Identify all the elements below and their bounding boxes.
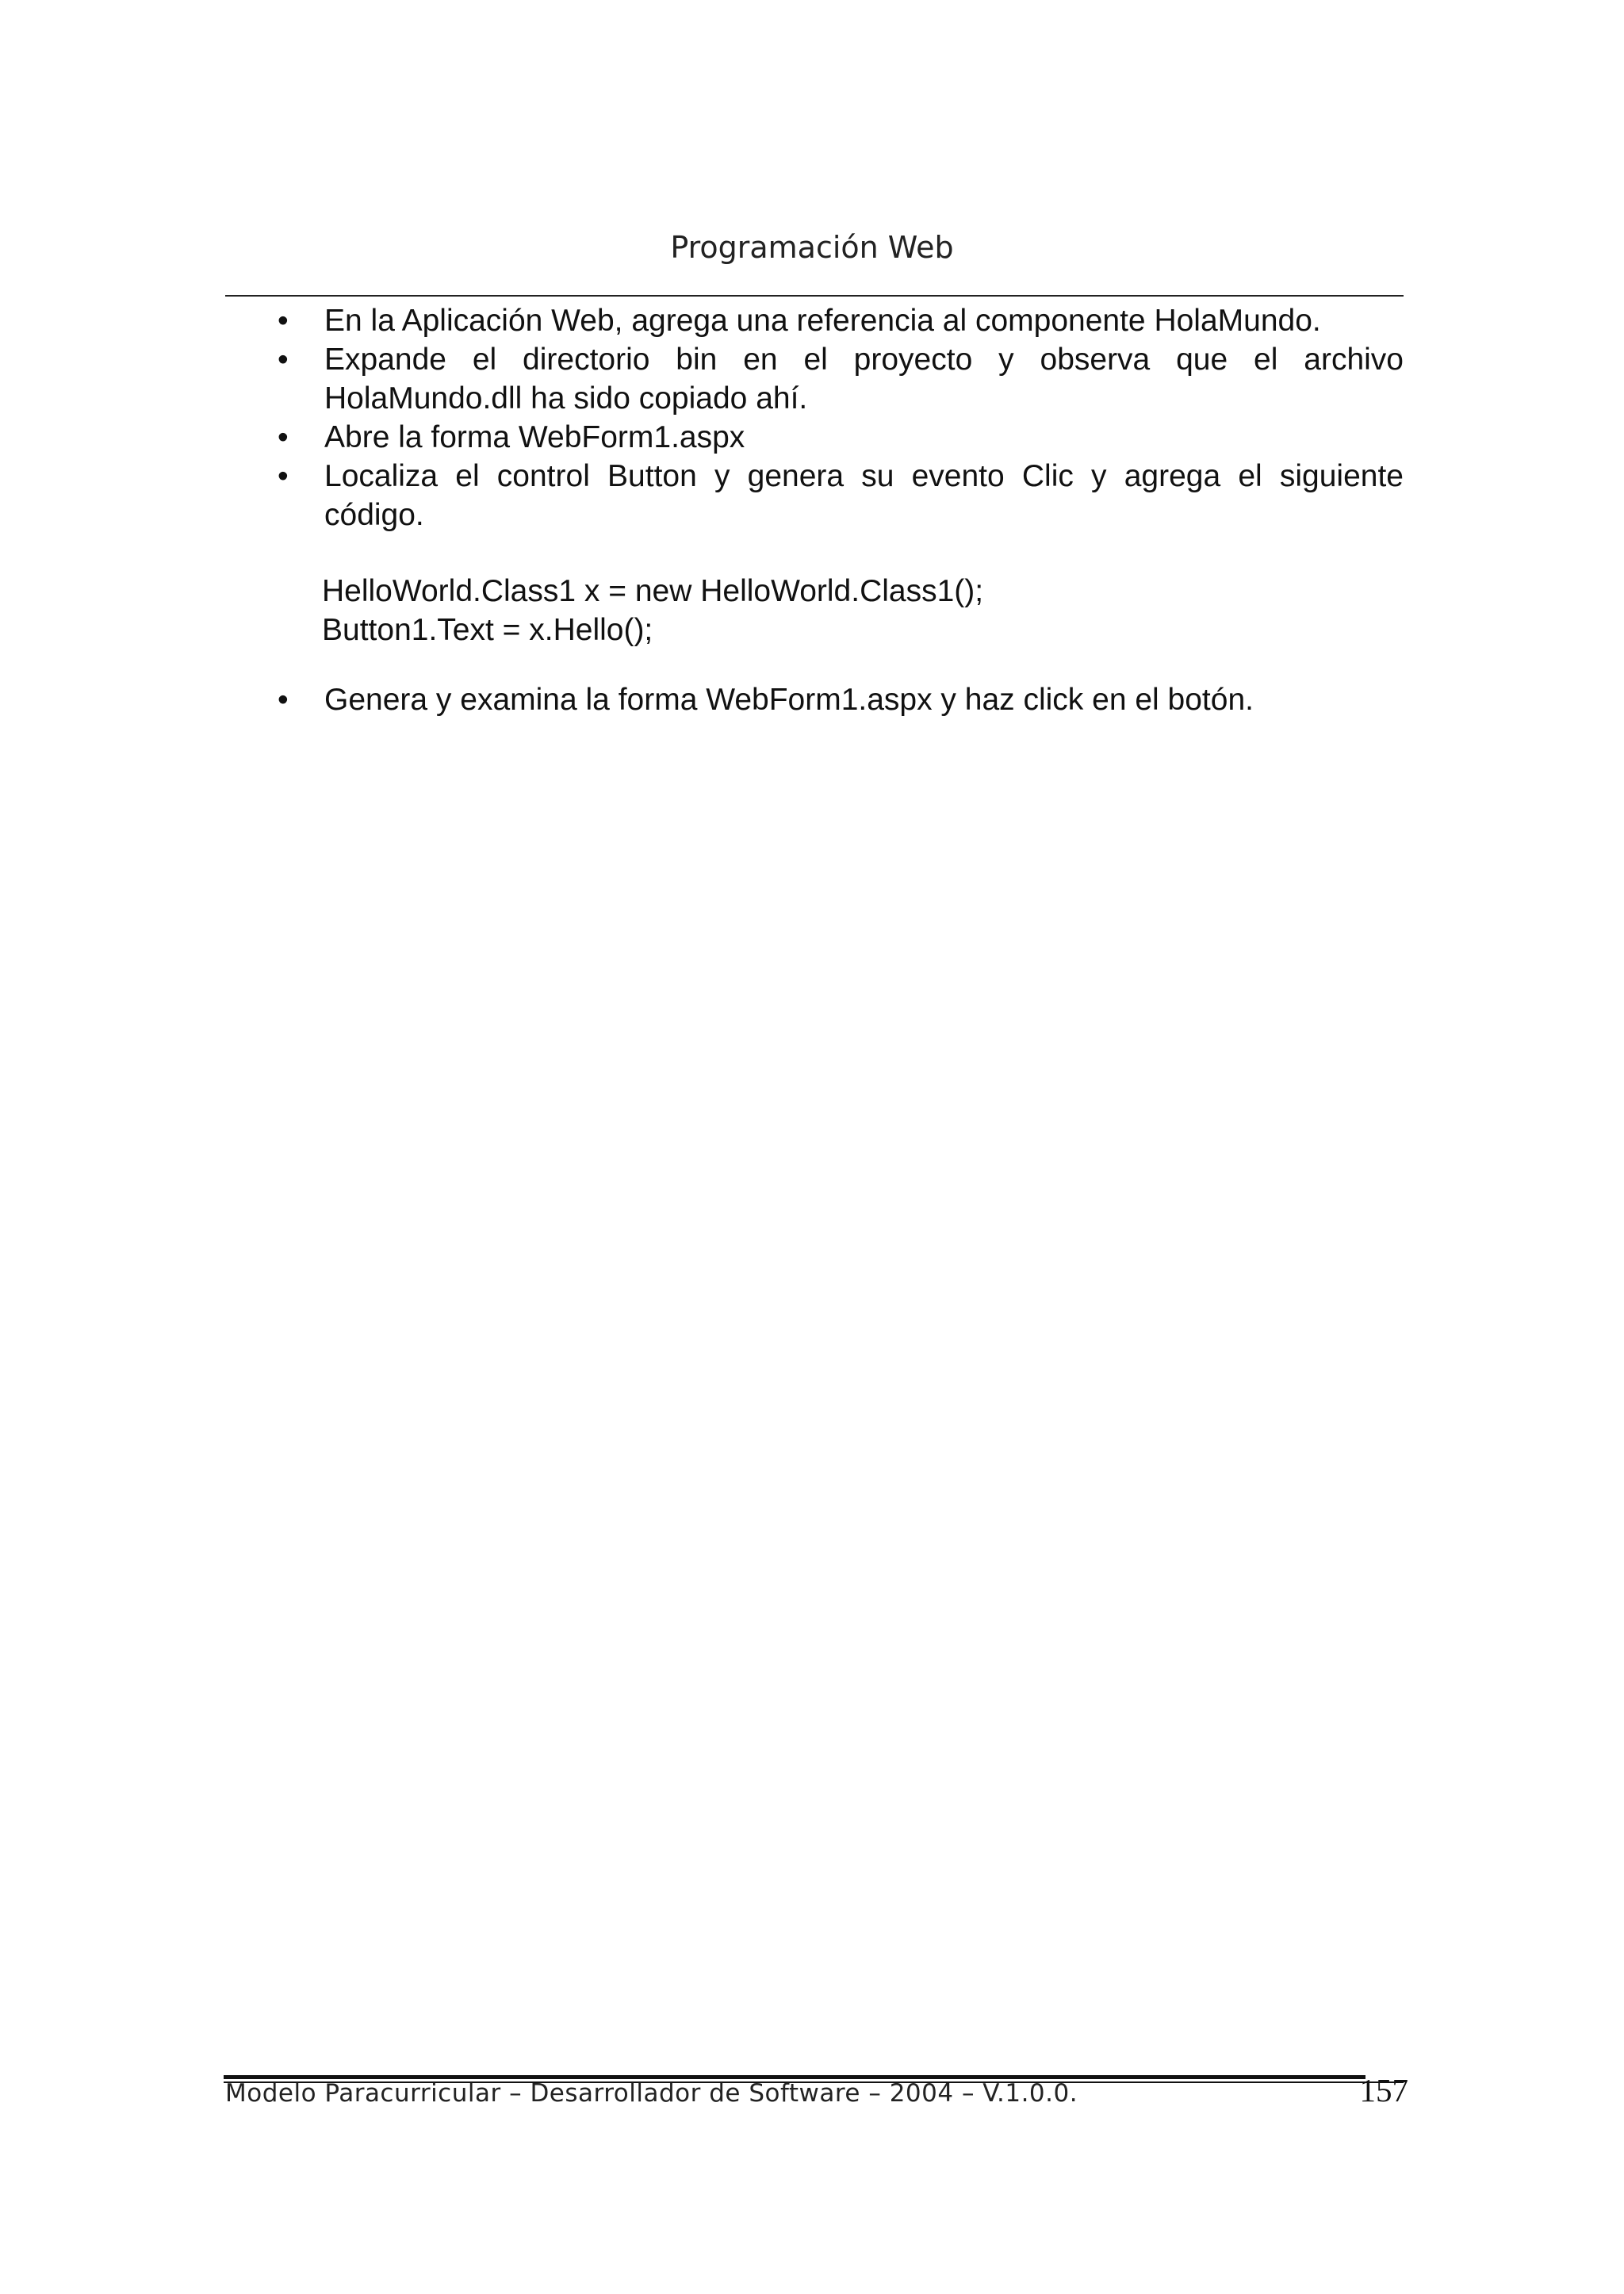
- bullet-icon: •: [278, 459, 289, 493]
- page-number: 157: [1359, 2072, 1408, 2108]
- instruction-list-final: [225, 680, 1404, 719]
- bullet-icon: •: [278, 683, 289, 717]
- header-divider: [225, 295, 1404, 297]
- list-item: [225, 418, 1404, 457]
- code-line: HelloWorld.Class1 x = new HelloWorld.Class1();: [322, 574, 984, 608]
- list-item: [225, 457, 1404, 534]
- list-item: [225, 340, 1404, 418]
- list-item-text: Localiza el control Button y genera su evento Clic y agrega el siguiente código.: [324, 459, 1404, 532]
- instruction-list: [225, 301, 1404, 534]
- list-item: [225, 301, 1404, 340]
- footer-text: Modelo Paracurricular – Desarrollador de Software – 2004 – V.1.0.0.: [225, 2079, 1078, 2108]
- list-item-text: Expande el directorio bin en el proyecto y observa que el archivo HolaMundo.dll ha sido copiado ahí.: [324, 343, 1404, 416]
- list-item-text: Genera y examina la forma WebForm1.aspx y haz click en el botón.: [324, 683, 1254, 717]
- list-item-text: En la Aplicación Web, agrega una referencia al componente HolaMundo.: [324, 304, 1321, 338]
- page-content: [225, 301, 1404, 719]
- list-item-text: Abre la forma WebForm1.aspx: [324, 420, 745, 454]
- bullet-icon: •: [278, 304, 289, 338]
- page-header-title: Programación Web: [670, 230, 954, 265]
- code-line: Button1.Text = x.Hello();: [322, 613, 653, 647]
- bullet-icon: •: [278, 343, 289, 377]
- list-item: [225, 680, 1404, 719]
- code-snippet: [322, 572, 1404, 649]
- bullet-icon: •: [278, 420, 289, 454]
